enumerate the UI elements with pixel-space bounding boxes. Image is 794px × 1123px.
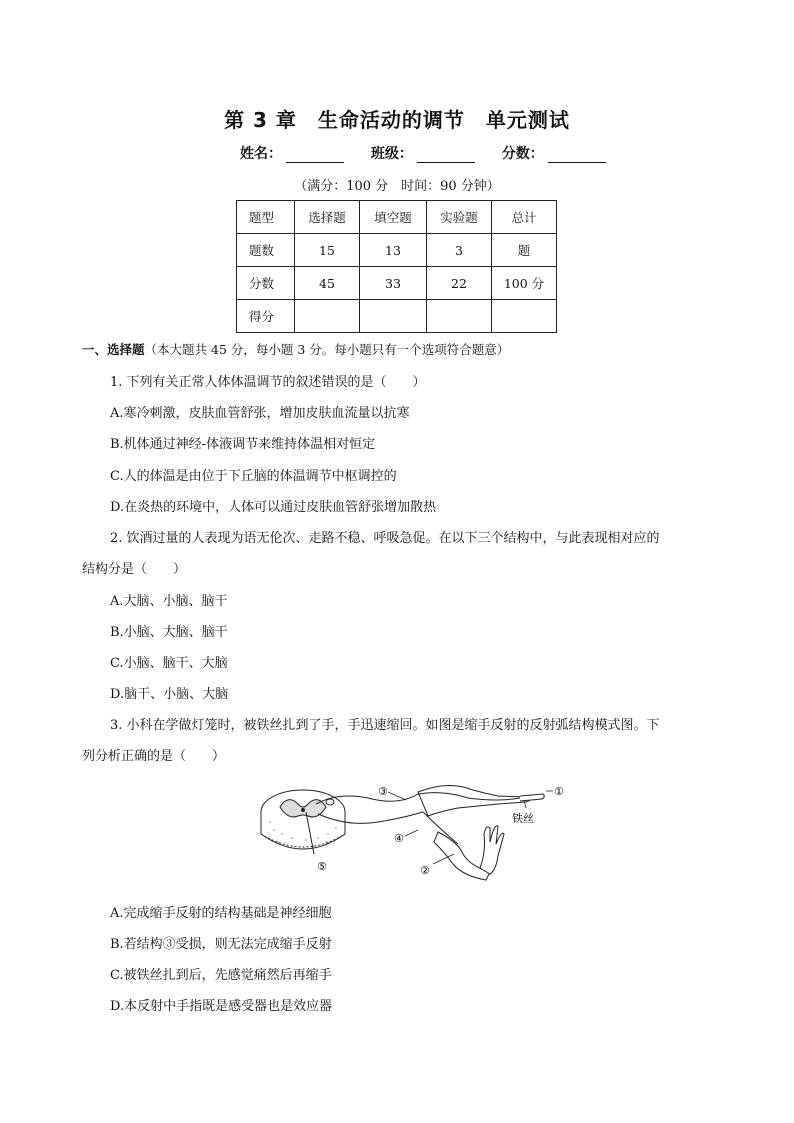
table-cell: 题数	[237, 234, 295, 267]
table-cell: 15	[295, 234, 360, 267]
question-1-option-a[interactable]: A.寒冷刺激，皮肤血管舒张，增加皮肤血流量以抗寒	[110, 406, 410, 421]
question-3-option-d[interactable]: D.本反射中手指既是感受器也是效应器	[110, 999, 333, 1014]
question-1-option-c[interactable]: C.人的体温是由位于下丘脑的体温调节中枢调控的	[110, 469, 397, 484]
table-cell: 得分	[237, 300, 295, 333]
question-2-stem-line2: 结构分是（ ）	[82, 562, 187, 577]
question-3-stem-line1: 3. 小科在学做灯笼时，被铁丝扎到了手，手迅速缩回。如图是缩手反射的反射弧结构模式图。下	[110, 718, 660, 733]
label-4: ④	[394, 832, 404, 845]
table-cell: 题型	[237, 201, 295, 234]
exam-meta: （满分：100 分 时间：90 分钟）	[294, 179, 500, 194]
table-cell: 分数	[237, 267, 295, 300]
section-desc: （本大题共 45 分，每小题 3 分。每小题只有一个选项符合题意）	[144, 342, 510, 357]
question-2-option-c[interactable]: C.小脑、脑干、大脑	[110, 656, 228, 671]
question-3-stem-line2: 列分析正确的是（ ）	[82, 749, 226, 764]
section-label: 一、选择题	[82, 342, 145, 357]
question-2-option-a[interactable]: A.大脑、小脑、脑干	[110, 594, 228, 609]
table-cell: 3	[427, 234, 492, 267]
table-cell: 实验题	[427, 201, 492, 234]
name-label: 姓名：	[240, 146, 282, 162]
question-2-option-b[interactable]: B.小脑、大脑、脑干	[110, 625, 228, 640]
table-row	[237, 201, 557, 234]
class-blank[interactable]	[417, 148, 475, 163]
score-entry-cell[interactable]	[360, 300, 427, 333]
score-blank[interactable]	[548, 148, 606, 163]
section-heading	[82, 340, 509, 358]
score-entry-cell[interactable]	[295, 300, 360, 333]
question-1-option-d[interactable]: D.在炎热的环境中，人体可以通过皮肤血管舒张增加散热	[110, 500, 437, 515]
question-3-option-b[interactable]: B.若结构③受损，则无法完成缩手反射	[110, 937, 332, 952]
page-title: 第 3 章 生命活动的调节 单元测试	[224, 108, 570, 132]
table-row	[237, 300, 557, 333]
label-wire: 铁丝	[512, 812, 534, 825]
table-cell: 45	[295, 267, 360, 300]
table-cell: 总计	[492, 201, 557, 234]
question-1-stem: 1. 下列有关正常人体体温调节的叙述错误的是（ ）	[110, 375, 426, 390]
table-cell: 13	[360, 234, 427, 267]
label-1: ①	[554, 785, 564, 798]
score-entry-cell[interactable]	[492, 300, 557, 333]
table-cell: 选择题	[295, 201, 360, 234]
name-blank[interactable]	[286, 148, 344, 163]
class-label: 班级：	[370, 146, 413, 162]
student-info-line	[240, 143, 606, 163]
table-row	[237, 267, 557, 300]
arm-illustration	[418, 785, 544, 880]
question-2-stem-line1: 2. 饮酒过量的人表现为语无伦次、走路不稳、呼吸急促。在以下三个结构中，与此表现相对应的	[110, 531, 660, 546]
score-entry-cell[interactable]	[427, 300, 492, 333]
table-cell: 22	[427, 267, 492, 300]
table-cell: 100 分	[492, 267, 557, 300]
question-3-option-a[interactable]: A.完成缩手反射的结构基础是神经细胞	[110, 906, 332, 921]
table-cell: 题	[492, 234, 557, 267]
score-label: 分数：	[501, 146, 544, 162]
label-2: ②	[420, 864, 430, 877]
question-3-option-c[interactable]: C.被铁丝扎到后，先感觉痛然后再缩手	[110, 968, 332, 983]
label-5: ⑤	[317, 860, 327, 873]
table-row	[237, 234, 557, 267]
label-3: ③	[378, 785, 388, 798]
table-cell: 填空题	[360, 201, 427, 234]
question-2-option-d[interactable]: D.脑干、小脑、大脑	[110, 687, 229, 702]
table-cell: 33	[360, 267, 427, 300]
question-1-option-b[interactable]: B.机体通过神经-体液调节来维持体温相对恒定	[110, 437, 376, 452]
score-table	[236, 200, 557, 333]
reflex-arc-figure	[258, 772, 568, 882]
